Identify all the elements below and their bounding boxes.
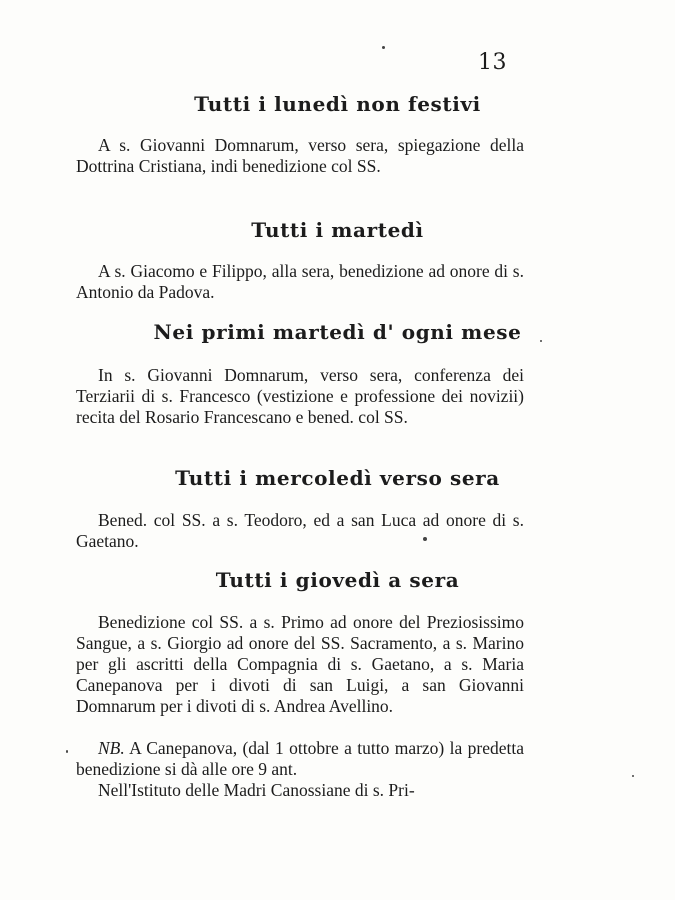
section-text-lunedi <box>76 135 524 177</box>
paragraph-text: Bened. col SS. a s. Teodoro, ed a san Luca ad onore di s. Gaetano. <box>76 510 524 551</box>
continuation-text: Nell'Istituto delle Madri Canossiane di s. Pri- <box>98 780 415 800</box>
paragraph-text: In s. Giovanni Domnarum, verso sera, conferenza dei Terziarii di s. Francesco (vestizione e professione dei novizii) recita del Rosario Francescano e bened. col SS. <box>76 365 524 427</box>
section-heading-martedi: Tutti i martedì <box>251 218 424 242</box>
section-text-primi-martedi <box>76 365 524 428</box>
print-speck <box>382 46 385 49</box>
nb-label: NB. <box>98 738 125 758</box>
section-text-giovedi <box>76 612 524 717</box>
print-speck <box>423 537 427 541</box>
paragraph-text: A s. Giacomo e Filippo, alla sera, benedizione ad onore di s. Antonio da Padova. <box>76 261 524 302</box>
nota-bene <box>76 738 524 780</box>
print-speck <box>632 775 634 777</box>
paragraph-text: A s. Giovanni Domnarum, verso sera, spiegazione della Dottrina Cristiana, indi benedizione col SS. <box>76 135 524 176</box>
section-heading-primi-martedi: Nei primi martedì d' ogni mese <box>153 320 522 344</box>
section-heading-lunedi: Tutti i lunedì non festivi <box>194 92 481 116</box>
paragraph-text: Benedizione col SS. a s. Primo ad onore del Preziosissimo Sangue, a s. Giorgio ad onore del SS. Sacramento, a s. Marino per gli ascritti della Compagnia di s. Gaetano, a s. Maria Canepanova per i divoti di san Luigi, a san Giovanni Domnarum per i divoti di s. Andrea Avellino. <box>76 612 524 716</box>
section-heading-giovedi: Tutti i giovedì a sera <box>215 568 460 592</box>
continuation-line <box>76 780 524 801</box>
page-number: 13 <box>478 50 507 75</box>
section-heading-mercoledi: Tutti i mercoledì verso sera <box>175 466 500 490</box>
nb-text: A Canepanova, (dal 1 ottobre a tutto marzo) la predetta benedizione si dà alle ore 9 ant. <box>76 738 524 779</box>
section-text-mercoledi <box>76 510 524 552</box>
print-speck <box>540 340 542 342</box>
print-speck <box>66 750 68 753</box>
section-text-martedi <box>76 261 524 303</box>
